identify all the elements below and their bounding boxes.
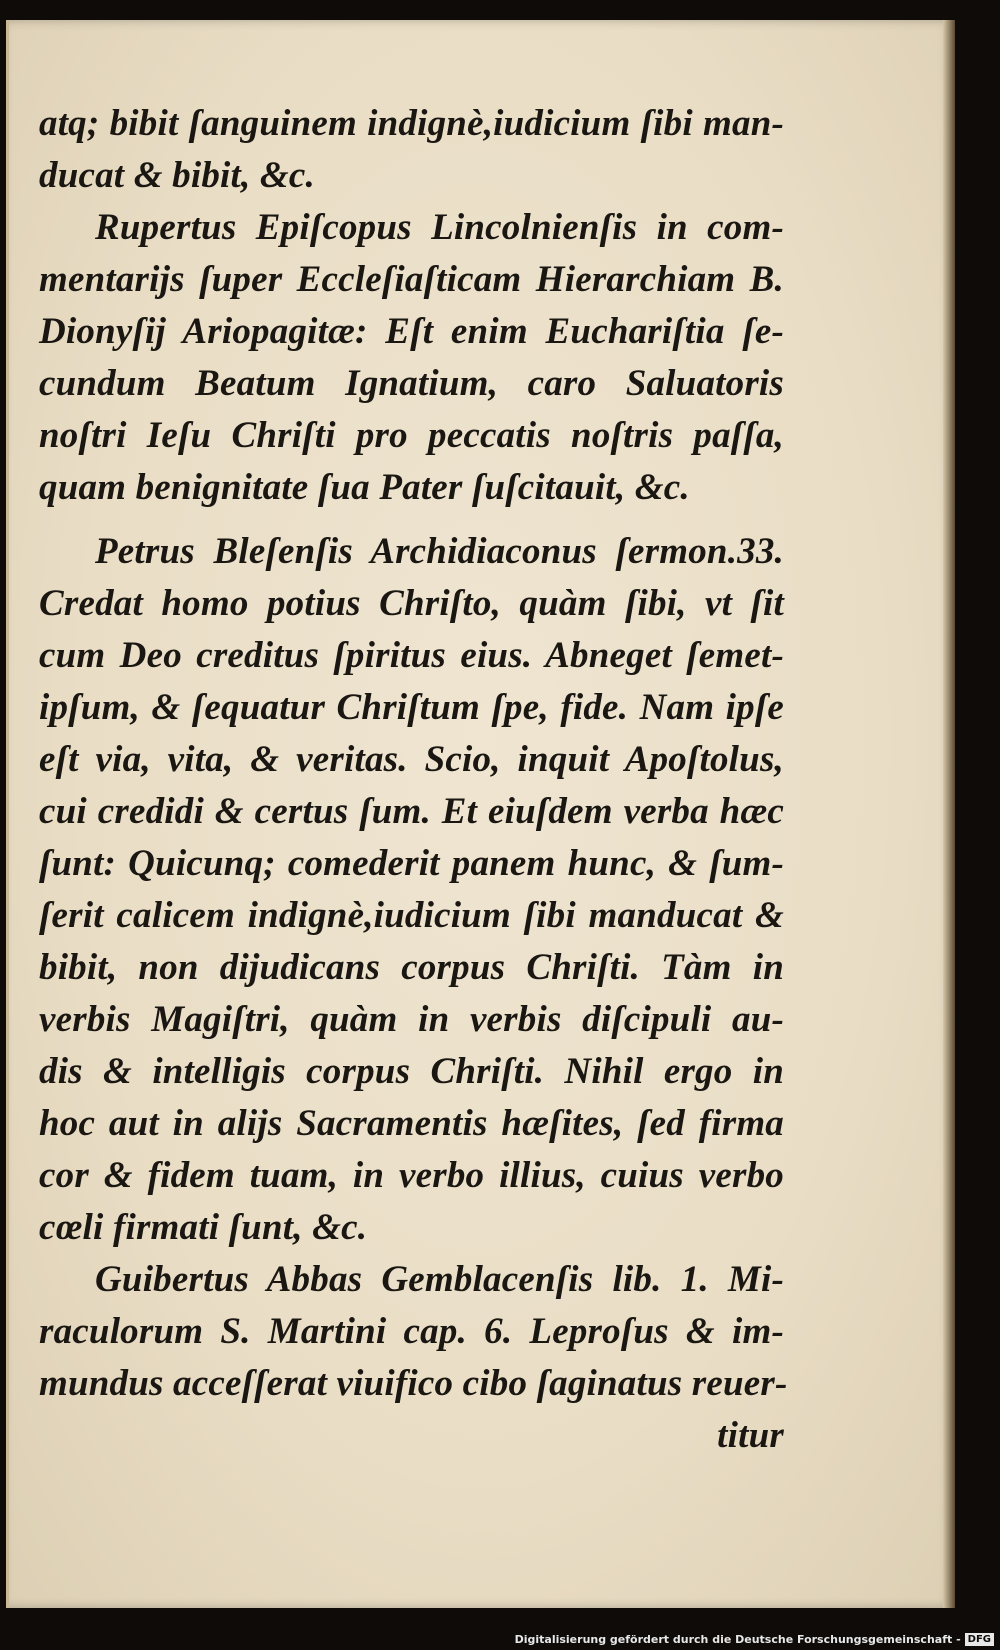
text-line: Rupertus Epiſcopus Lincolnienſis in com- (95, 207, 784, 248)
credit-text: Digitalisierung gefördert durch die Deutsche Forschungsgemeinschaft - (514, 1633, 961, 1646)
text-line: cui credidi & certus ſum. Et eiuſdem verba hæc (39, 791, 784, 832)
text-line: noſtri Ieſu Chriſti pro peccatis noſtris paſſa, (39, 415, 784, 456)
dfg-logo: DFG (965, 1633, 994, 1646)
text-line: raculorum S. Martini cap. 6. Leproſus & im- (39, 1311, 784, 1352)
page-edge (943, 20, 955, 1608)
page-text (39, 98, 788, 1462)
text-line: mundus acceſſerat viuifico cibo ſaginatus reuer- (39, 1363, 788, 1404)
text-line: cor & fidem tuam, in verbo illius, cuius verbo (39, 1155, 784, 1196)
text-line: ducat & bibit, &c. (39, 155, 315, 196)
book-page (6, 20, 955, 1608)
text-line: hoc aut in alijs Sacramentis hæſites, ſed firma (39, 1103, 784, 1144)
text-line: cundum Beatum Ignatium, caro Saluatoris (39, 363, 784, 404)
text-line: mentarijs ſuper Eccleſiaſticam Hierarchiam B. (39, 259, 784, 300)
text-line: Dionyſij Ariopagitæ: Eſt enim Euchariſtia ſe- (39, 311, 784, 352)
text-line: ſunt: Quicunq; comederit panem hunc, & ſum- (39, 843, 784, 884)
text-line: ſerit calicem indignè,iudicium ſibi manducat & (39, 895, 784, 936)
text-line: Credat homo potius Chriſto, quàm ſibi, vt ſit (39, 583, 784, 624)
text-line: quam benignitate ſua Pater ſuſcitauit, &c. (39, 467, 690, 508)
text-line: ipſum, & ſequatur Chriſtum ſpe, fide. Nam ipſe (39, 687, 784, 728)
digitization-credit (515, 1633, 994, 1646)
catchword: titur (717, 1415, 784, 1456)
text-line: cum Deo creditus ſpiritus eius. Abneget ſemet- (39, 635, 784, 676)
text-line: cœli firmati ſunt, &c. (39, 1207, 368, 1248)
text-line: dis & intelligis corpus Chriſti. Nihil ergo in (39, 1051, 784, 1092)
text-line: bibit, non dijudicans corpus Chriſti. Tàm in (39, 947, 784, 988)
text-line: verbis Magiſtri, quàm in verbis diſcipuli au- (39, 999, 784, 1040)
text-line: Petrus Bleſenſis Archidiaconus ſermon.33. (95, 531, 784, 572)
text-line: atq; bibit ſanguinem indignè,iudicium ſibi man- (39, 103, 784, 144)
text-line: eſt via, vita, & veritas. Scio, inquit Apoſtolus, (39, 739, 784, 780)
text-line: Guibertus Abbas Gemblacenſis lib. 1. Mi- (95, 1259, 784, 1300)
